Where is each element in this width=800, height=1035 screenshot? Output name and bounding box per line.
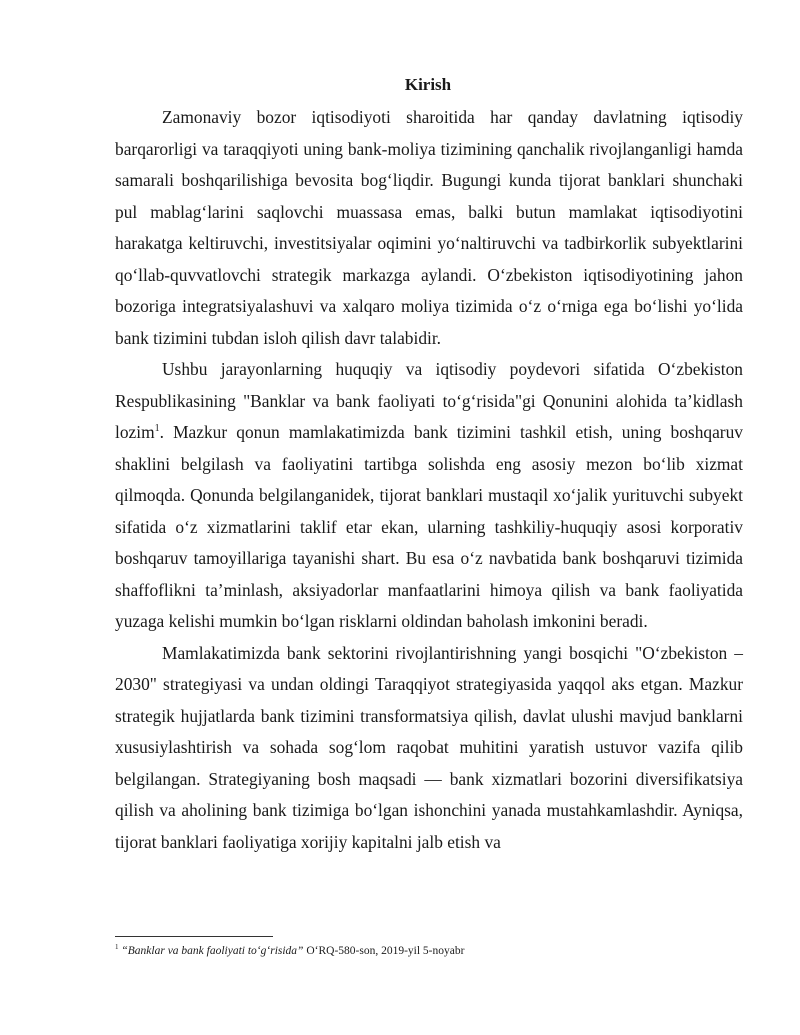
page-title: Kirish [404,75,452,94]
paragraph-text-before-ref: Ushbu jarayonlarning huquqiy va iqtisodiy poydevori sifatida O‘zbekiston Respublikasining "Banklar va bank faoliyati to‘g‘risida"gi Qonunini alohida ta’kidlash lozim [115,359,743,442]
footnote-reference[interactable]: 1 [154,423,160,435]
paragraph-intro: Zamonaviy bozor iqtisodiyoti sharoitida har qanday davlatning iqtisodiy barqarorligi va taraqqiyoti uning bank-moliya tizimining qanchalik rivojlanganligi hamda samarali boshqarilishiga bevosita bog‘liqdir. Bugungi kunda tijorat banklari shunchaki pul mablag‘larini saqlovchi muassasa emas, balki butun mamlakat iqtisodiyotini harakatga keltiruvchi, investitsiyalar oqimini yo‘naltiruvchi va tadbirkorlik subyektlarini qo‘llab-quvvatlovchi strategik markazga aylandi. O‘zbekiston iqtisodiyotining jahon bozoriga integratsiyalashuvi va xalqaro moliya tizimida o‘z o‘rniga ega bo‘lishi yo‘lida bank tizimini tubdan isloh qilish davr talabidir. [115,107,743,348]
paragraph-legal-basis [115,354,743,638]
footnote-law-details: O‘RQ-580-son, 2019-yil 5-noyabr [303,945,465,957]
footnote-law-title: “Banklar va bank faoliyati to‘g‘risida” [121,945,304,957]
footnote-separator [115,936,273,937]
footnote [115,944,743,959]
paragraph-text-after-ref: . Mazkur qonun mamlakatimizda bank tizimini tashkil etish, uning boshqaruv shaklini belgilash va faoliyatini tartibga solishda eng asosiy mezon bo‘lib xizmat qilmoqda. Qonunda belgilanganidek, tijorat banklari mustaqil xo‘jalik yurituvchi subyekt sifatida o‘z xizmatlarini taklif etar ekan, ularning tashkiliy-huquqiy asosi korporativ boshqaruv tamoyillariga tayanishi shart. Bu esa o‘z navbatida bank boshqaruvi tizimida shaffoflikni ta’minlash, aksiyadorlar manfaatlarini himoya qilish va bank faoliyatida yuzaga kelishi mumkin bo‘lgan risklarni oldindan baholash imkonini beradi. [115,422,743,631]
footnote-marker: 1 [115,943,119,952]
document-body [115,102,743,858]
paragraph-strategy: Mamlakatimizda bank sektorini rivojlantirishning yangi bosqichi "O‘zbekiston – 2030" strategiyasi va undan oldingi Taraqqiyot strategiyasida yaqqol aks etgan. Mazkur strategik hujjatlarda bank tizimini transformatsiya qilish, davlat ulushi mavjud banklarni xususiylashtirish va sohada sog‘lom raqobat muhitini yaratish ustuvor vazifa qilib belgilangan. Strategiyaning bosh maqsadi — bank xizmatlari bozorini diversifikatsiya qilish va aholining bank tizimiga bo‘lgan ishonchini yanada mustahkamlashdir. Ayniqsa, tijorat banklari faoliyatiga xorijiy kapitalni jalb etish va [115,642,743,852]
